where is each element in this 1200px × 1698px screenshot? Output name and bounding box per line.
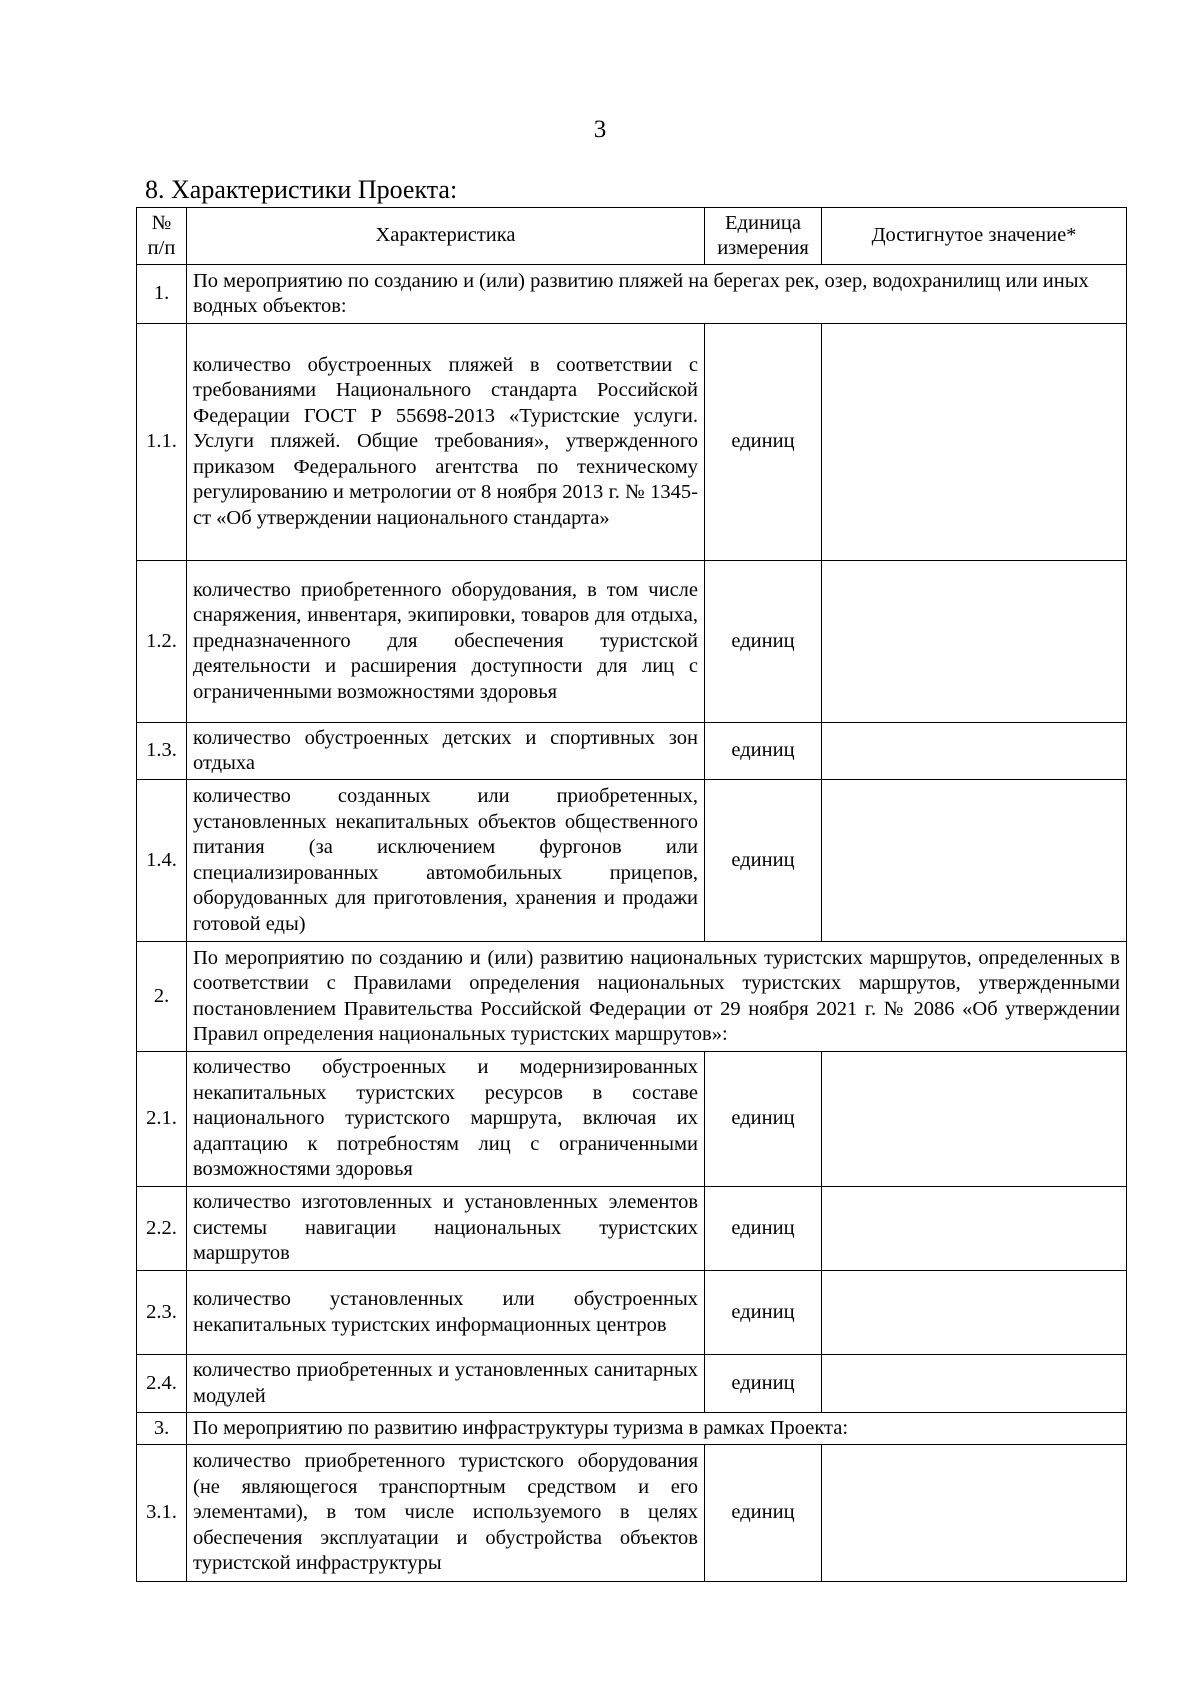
unit-cell: единиц <box>705 1271 822 1355</box>
row-number: 1.1. <box>137 324 187 561</box>
header-value: Достигнутое значение* <box>822 208 1127 265</box>
value-cell <box>822 561 1127 723</box>
header-number: № п/п <box>137 208 187 265</box>
value-cell <box>822 723 1127 780</box>
unit-cell: единиц <box>705 1445 822 1582</box>
unit-cell: единиц <box>705 561 822 723</box>
section-title: 8. Характеристики Проекта: <box>145 175 458 204</box>
table-row <box>137 324 1127 561</box>
unit-cell: единиц <box>705 780 822 942</box>
characteristic-cell: количество обустроенных пляжей в соответствии с требованиями Национального стандарта Российской Федерации ГОСТ Р 55698-2013 «Туристские услуги. Услуги пляжей. Общие требования», утвержденного приказом Федерального агентства по техническому регулированию и метрологии от 8 ноября 2013 г. № 1345-ст «Об утверждении национального стандарта» <box>187 324 705 561</box>
row-number: 3. <box>137 1413 187 1445</box>
section-heading: По мероприятию по развитию инфраструктуры туризма в рамках Проекта: <box>187 1413 1127 1445</box>
table-row <box>137 1052 1127 1187</box>
section-row <box>137 942 1127 1052</box>
characteristic-cell: количество созданных или приобретенных, установленных некапитальных объектов общественного питания (за исключением фургонов или специализированных автомобильных прицепов, оборудованных для приготовления, хранения и продажи готовой еды) <box>187 780 705 942</box>
row-number: 1.3. <box>137 723 187 780</box>
characteristic-cell: количество обустроенных детских и спортивных зон отдыха <box>187 723 705 780</box>
row-number: 1.4. <box>137 780 187 942</box>
section-row <box>137 1413 1127 1445</box>
row-number: 2.1. <box>137 1052 187 1187</box>
characteristic-cell: количество обустроенных и модернизированных некапитальных туристских ресурсов в составе национального туристского маршрута, включая их адаптацию к потребностям лиц с ограниченными возможностями здоровья <box>187 1052 705 1187</box>
section-heading: По мероприятию по созданию и (или) развитию национальных туристских маршрутов, определенных в соответствии с Правилами определения национальных туристских маршрутов, утвержденными постановлением Правительства Российской Федерации от 29 ноября 2021 г. № 2086 «Об утверждении Правил определения национальных туристских маршрутов»: <box>187 942 1127 1052</box>
row-number: 1. <box>137 265 187 324</box>
table-row <box>137 1271 1127 1355</box>
row-number: 1.2. <box>137 561 187 723</box>
table-row <box>137 1355 1127 1413</box>
unit-cell: единиц <box>705 1052 822 1187</box>
table-row <box>137 1187 1127 1271</box>
table-row <box>137 561 1127 723</box>
row-number: 2.2. <box>137 1187 187 1271</box>
header-row <box>137 208 1127 265</box>
unit-cell: единиц <box>705 723 822 780</box>
table-row <box>137 780 1127 942</box>
row-number: 2.3. <box>137 1271 187 1355</box>
row-number: 2. <box>137 942 187 1052</box>
row-number: 2.4. <box>137 1355 187 1413</box>
value-cell <box>822 1271 1127 1355</box>
unit-cell: единиц <box>705 1187 822 1271</box>
table-row <box>137 723 1127 780</box>
value-cell <box>822 1187 1127 1271</box>
value-cell <box>822 780 1127 942</box>
characteristic-cell: количество изготовленных и установленных элементов системы навигации национальных туристских маршрутов <box>187 1187 705 1271</box>
characteristic-cell: количество приобретенных и установленных санитарных модулей <box>187 1355 705 1413</box>
value-cell <box>822 1445 1127 1582</box>
characteristics-table <box>136 207 1127 1582</box>
value-cell <box>822 1052 1127 1187</box>
section-row <box>137 265 1127 324</box>
unit-cell: единиц <box>705 1355 822 1413</box>
characteristic-cell: количество приобретенного туристского оборудования (не являющегося транспортным средством и его элементами), в том числе используемого в целях обеспечения эксплуатации и обустройства объектов туристской инфраструктуры <box>187 1445 705 1582</box>
header-unit: Единица измерения <box>705 208 822 265</box>
row-number: 3.1. <box>137 1445 187 1582</box>
page-number: 3 <box>593 116 607 143</box>
table-row <box>137 1445 1127 1582</box>
value-cell <box>822 1355 1127 1413</box>
characteristic-cell: количество установленных или обустроенных некапитальных туристских информационных центров <box>187 1271 705 1355</box>
section-heading: По мероприятию по созданию и (или) развитию пляжей на берегах рек, озер, водохранилищ или иных водных объектов: <box>187 265 1127 324</box>
value-cell <box>822 324 1127 561</box>
unit-cell: единиц <box>705 324 822 561</box>
header-characteristic: Характеристика <box>187 208 705 265</box>
characteristic-cell: количество приобретенного оборудования, в том числе снаряжения, инвентаря, экипировки, товаров для отдыха, предназначенного для обеспечения туристской деятельности и расширения доступности для лиц с ограниченными возможностями здоровья <box>187 561 705 723</box>
